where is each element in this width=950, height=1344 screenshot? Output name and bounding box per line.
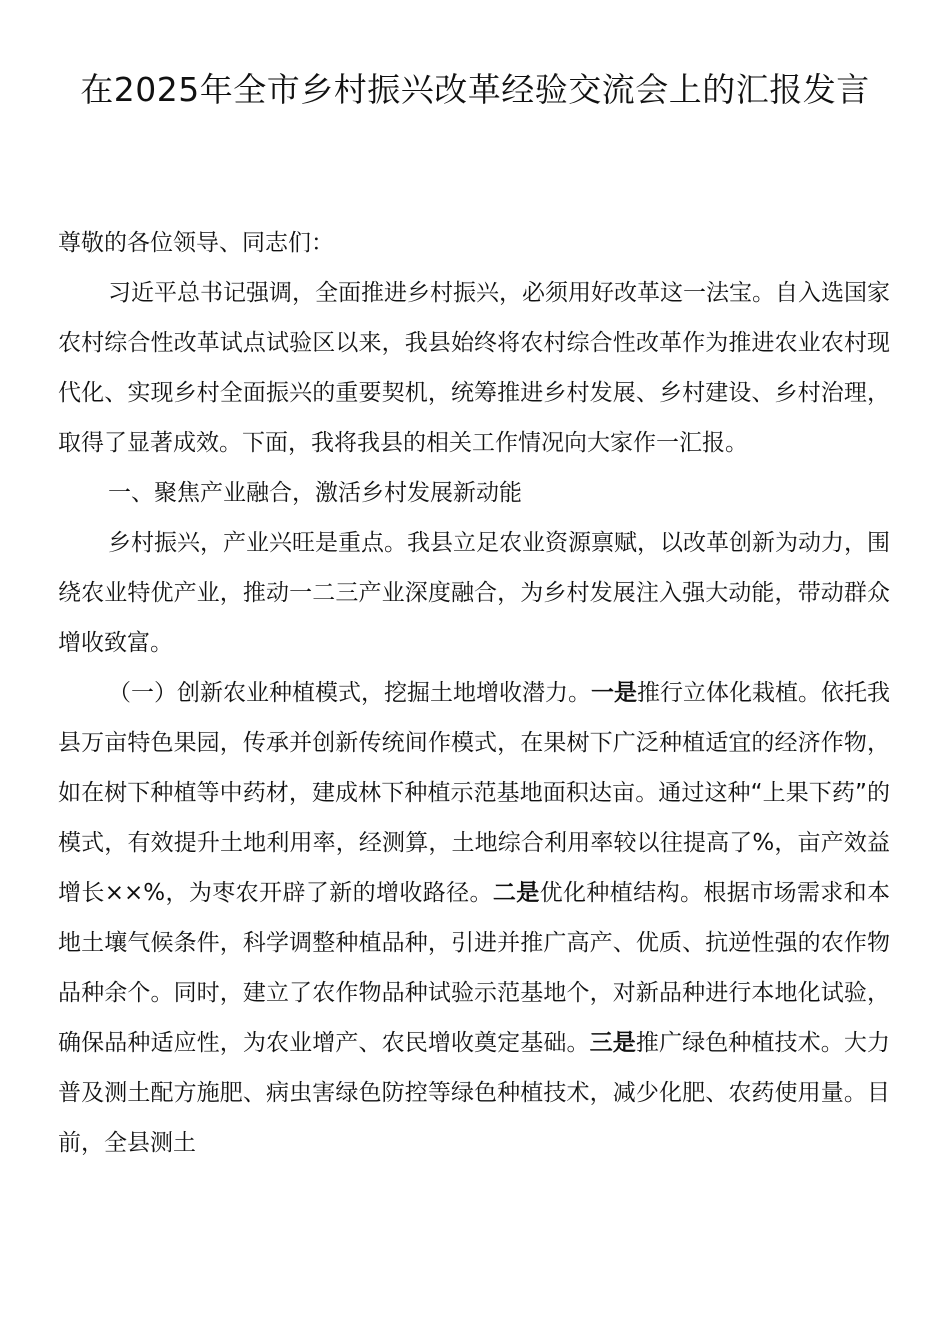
intro-paragraph: 习近平总书记强调，全面推进乡村振兴，必须用好改革这一法宝。自入选国家农村综合性改革试点试验区以来，我县始终将农村综合性改革作为推进农业农村现代化、实现乡村全面振兴的重要契机，统筹推进乡村发展、乡村建设、乡村治理，取得了显著成效。下面，我将我县的相关工作情况向大家作一汇报。 [58, 280, 890, 456]
section-heading: 一、聚焦产业融合，激活乡村发展新动能 [108, 480, 522, 506]
subsection-paragraph [58, 668, 890, 1168]
document-title: 在2025年全市乡村振兴改革经验交流会上的汇报发言 [80, 70, 870, 109]
section-intro-paragraph: 乡村振兴，产业兴旺是重点。我县立足农业资源禀赋，以改革创新为动力，围绕农业特优产业，推动一二三产业深度融合，为乡村发展注入强大动能，带动群众增收致富。 [58, 530, 890, 656]
point-text-3: 推广绿色种植技术。大力普及测土配方施肥、病虫害绿色防控等绿色种植技术，减少化肥、农药使用量。目前，全县测土 [58, 1030, 891, 1156]
point-label-1: 一是 [591, 680, 637, 706]
point-text-1: 推行立体化栽植。依托我县万亩特色果园，传承并创新传统间作模式，在果树下广泛种植适宜的经济作物，如在树下种植等中药材，建成林下种植示范基地面积达亩。通过这种“上果下药”的模式，有效提升土地利用率，经测算，土地综合利用率较以往提高了%，亩产效益增长××%，为枣农开辟了新的增收路径。 [58, 680, 890, 906]
subsection-heading: （一）创新农业种植模式，挖掘土地增收潜力。 [108, 680, 591, 706]
document-body [58, 218, 890, 1168]
point-text-2: 优化种植结构。根据市场需求和本地土壤气候条件，科学调整种植品种，引进并推广高产、优质、抗逆性强的农作物品种余个。同时，建立了农作物品种试验示范基地个，对新品种进行本地化试验，确保品种适应性，为农业增产、农民增收奠定基础。 [58, 880, 890, 1056]
point-label-3: 三是 [589, 1030, 636, 1056]
salutation: 尊敬的各位领导、同志们： [58, 230, 334, 256]
point-label-2: 二是 [492, 880, 540, 906]
